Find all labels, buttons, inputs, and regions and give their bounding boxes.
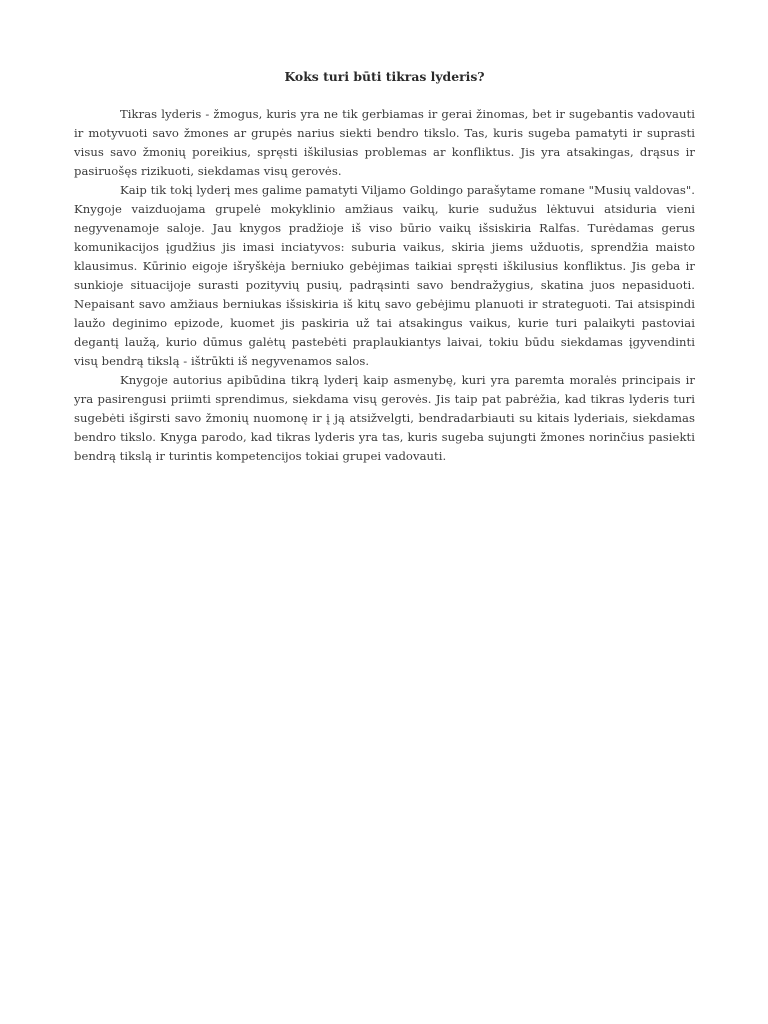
document-title: Koks turi būti tikras lyderis? — [284, 69, 485, 84]
paragraph-conclusion: Knygoje autorius apibūdina tikrą lyderį kaip asmenybę, kuri yra paremta moralės principais ir yra pasirengusi priimti sprendimus, siekdama visų gerovės. Jis taip pat pabrėžia, kad tikras lyderis turi sugebėti išgirsti savo žmonių nuomonę ir į ją atsižvelgti, bendradarbiauti su kitais lyderiais, siekdamas bendro tikslo. Knyga parodo, kad tikras lyderis yra tas, kuris sugeba sujungti žmones norinčius pasiekti bendrą tikslą ir turintis kompetencijos tokiai grupei vadovauti. — [74, 373, 695, 463]
paragraph-intro: Tikras lyderis - žmogus, kuris yra ne tik gerbiamas ir gerai žinomas, bet ir sugebantis vadovauti ir motyvuoti savo žmones ar grupės narius siekti bendro tikslo. Tas, kuris sugeba pamatyti ir suprasti visus savo žmonių poreikius, spręsti iškilusias problemas ar konfliktus. Jis yra atsakingas, drąsus ir pasiruošęs rizikuoti, siekdamas visų gerovės. — [74, 107, 695, 178]
paragraph-ralph: Kaip tik tokį lyderį mes galime pamatyti Viljamo Goldingo parašytame romane "Musių valdovas". Knygoje vaizduojama grupelė mokyklinio amžiaus vaikų, kurie sudužus lėktuvui atsiduria vieni negyvenamoje saloje. Jau knygos pradžioje iš viso būrio vaikų išsiskiria Ralfas. Turėdamas gerus komunikacijos įgudžius jis imasi inciatyvos: suburia vaikus, skiria jiems užduotis, sprendžia maisto klausimus. Kūrinio eigoje išryškėja berniuko gebėjimas taikiai spręsti iškilusius konfliktus. Jis geba ir sunkioje situacijoje surasti pozityvių pusių, padrąsinti savo bendražygius, skatina juos nepasiduoti. Nepaisant savo amžiaus berniukas išsiskiria iš kitų savo gebėjimu planuoti ir strateguoti. Tai atsispindi laužo deginimo epizode, kuomet jis paskiria už tai atsakingus vaikus, kurie turi palaikyti pastoviai degantį laužą, kurio dūmus galėtų pastebėti praplaukiantys laivai, tokiu būdu siekdamas įgyvendinti visų bendrą tikslą - ištrūkti iš negyvenamos salos. — [74, 183, 695, 368]
